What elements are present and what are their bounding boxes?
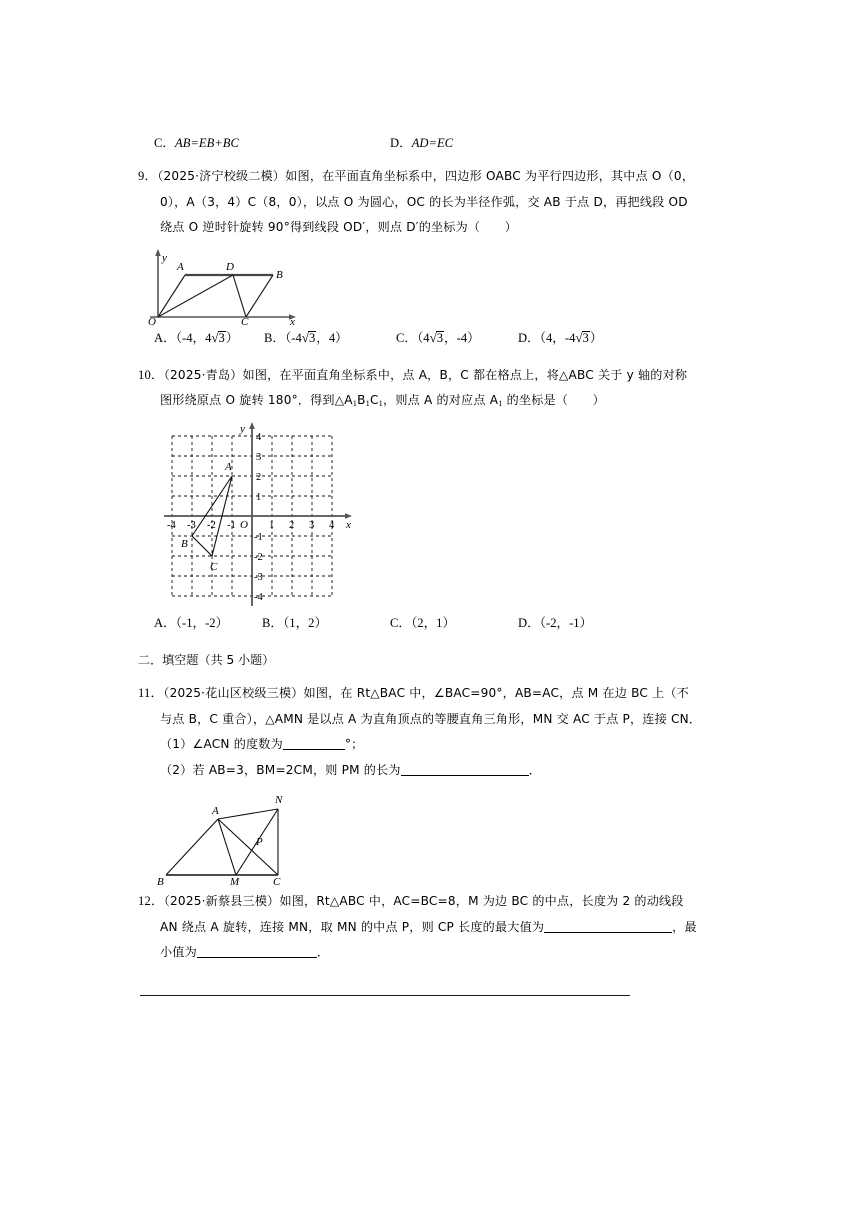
question-9-line-1: 9．（2025·济宁校级二模）如图，在平面直角坐标系中，四边形 OABC 为平行四边形，其中点 O（0， xyxy=(138,169,695,183)
label-y-axis: y xyxy=(162,251,167,264)
question-11-line-2 xyxy=(138,707,738,733)
question-9-text-3: 绕点 O 逆时针旋转 90°得到线段 OD′，则点 D′的坐标为（ ） xyxy=(160,220,518,234)
section-2-title xyxy=(138,648,738,673)
y-axis-arrow xyxy=(249,422,255,429)
question-11-sub-1-post: °； xyxy=(344,737,364,752)
option-c[interactable]: C．AB=EB+BC xyxy=(154,136,239,150)
answer-blank-12-1[interactable] xyxy=(544,932,672,933)
q9-option-c-key: C xyxy=(396,330,405,345)
segment-oa xyxy=(158,275,185,317)
q9-option-d-radicand: 3 xyxy=(582,330,589,345)
question-11-sub-2 xyxy=(138,758,738,784)
q9-option-a-radicand: 3 xyxy=(218,330,225,345)
page-content xyxy=(138,132,738,966)
x-tick--1: -1 xyxy=(227,520,236,532)
segment-bc xyxy=(246,275,273,317)
label-a: A xyxy=(177,260,184,273)
x-tick-2: 2 xyxy=(289,520,295,532)
previous-question-options xyxy=(138,132,738,158)
section-2-title-text: 二．填空题（共 5 小题） xyxy=(138,653,275,668)
y-tick--4: -4 xyxy=(254,592,263,604)
q10-option-a[interactable]: A．（-1，-2） xyxy=(154,616,229,631)
sub-1-d: 1 xyxy=(498,398,503,408)
y-tick--3: -3 xyxy=(254,572,263,584)
question-12-source: （2025·新蔡县三模） xyxy=(163,894,280,909)
q9-option-a[interactable]: A．（-4，4√3） xyxy=(154,329,239,345)
q10-option-c-text: （2，1） xyxy=(411,616,456,631)
question-11-number: 11 xyxy=(138,686,151,701)
q9-option-d-post: ） xyxy=(589,330,603,345)
q9-option-b-key: B xyxy=(264,330,273,345)
question-10-text-2c: C xyxy=(369,393,379,407)
question-10-text-2b: B xyxy=(357,393,366,407)
q10-option-b[interactable]: B．（1，2） xyxy=(262,616,328,631)
question-12-line-3 xyxy=(138,940,738,966)
q10-option-d-key: D xyxy=(518,616,528,631)
question-12-text-3-post: ． xyxy=(316,945,330,960)
option-d[interactable]: D．AD=EC xyxy=(390,136,454,150)
question-10-number: 10 xyxy=(138,367,151,382)
x-tick--3: -3 xyxy=(187,520,196,532)
q9-option-c-pre: （4 xyxy=(417,330,430,345)
question-11-source: （2025·花山区校级三模） xyxy=(163,686,304,701)
y-tick-3: 3 xyxy=(256,452,262,464)
label-m: M xyxy=(230,876,240,888)
question-10-text-2a: 图形绕原点 O 旋转 180°．得到△A xyxy=(160,393,353,407)
y-tick--1: -1 xyxy=(254,532,263,544)
label-d: D xyxy=(226,260,234,273)
question-10-figure xyxy=(138,420,738,610)
question-9-line-2 xyxy=(138,190,738,216)
q9-option-b-radicand: 3 xyxy=(308,330,316,345)
x-tick-4: 4 xyxy=(329,520,335,532)
label-c: C xyxy=(241,315,249,325)
question-9-text-1: 如图，在平面直角坐标系中，四边形 OABC 为平行四边形，其中点 O（0， xyxy=(285,169,695,183)
question-11-text-1: 如图，在 Rt△BAC 中，∠BAC=90°，AB=AC，点 M 在边 BC 上（不 xyxy=(303,686,689,701)
answer-blank-11-1[interactable] xyxy=(283,749,345,750)
question-10-line-2 xyxy=(138,388,738,416)
option-d-key: D xyxy=(390,136,400,150)
vertex-labels xyxy=(157,794,283,887)
label-origin: O xyxy=(240,519,248,532)
y-tick-4: 4 xyxy=(256,432,262,444)
question-12-line-1: 12．（2025·新蔡县三模）如图，Rt△ABC 中，AC=BC=8，M 为边 BC 的中点，长度为 2 的动线段 xyxy=(138,894,684,909)
question-10-options xyxy=(138,612,738,642)
label-n: N xyxy=(275,794,283,807)
question-9-line-3 xyxy=(138,215,738,241)
sub-1-c: 1 xyxy=(378,398,384,408)
label-c: C xyxy=(210,561,218,574)
label-x-axis: x xyxy=(346,519,351,532)
label-a: A xyxy=(225,461,232,474)
label-x-axis: x xyxy=(290,315,295,325)
label-y-axis: y xyxy=(240,423,245,436)
q10-option-d[interactable]: D．（-2，-1） xyxy=(518,616,593,631)
label-a: A xyxy=(212,805,219,818)
question-10-text-2d: ，则点 A 的对应点 A xyxy=(383,393,499,407)
question-9-number: 9 xyxy=(138,169,145,183)
segment-dc xyxy=(233,275,246,317)
sub-1-a: 1 xyxy=(352,398,358,408)
question-9-figure xyxy=(138,245,738,325)
q9-option-a-pre: （-4，4 xyxy=(175,330,212,345)
y-tick--2: -2 xyxy=(254,552,263,564)
sqrt-icon: √ xyxy=(575,329,583,345)
y-tick-1: 1 xyxy=(256,492,262,504)
y-axis-arrow xyxy=(155,249,161,256)
q10-option-c-key: C xyxy=(390,616,399,631)
sqrt-icon: √ xyxy=(301,329,309,345)
grid-triangle-abc-svg xyxy=(156,420,366,610)
option-d-text: AD=EC xyxy=(411,136,454,150)
question-11-figure xyxy=(138,787,738,887)
question-12-number: 12 xyxy=(138,894,151,909)
question-11-sub-2-post: ． xyxy=(528,762,541,777)
option-c-text: AB=EB+BC xyxy=(175,136,239,150)
segment-od xyxy=(158,275,233,317)
label-b: B xyxy=(181,538,188,551)
label-b: B xyxy=(276,268,283,281)
x-tick--2: -2 xyxy=(207,520,216,532)
segment-ba xyxy=(166,819,218,875)
q9-option-b[interactable]: B．（-4√3，4） xyxy=(264,329,348,345)
question-12-text-1: 如图，Rt△ABC 中，AC=BC=8，M 为边 BC 的中点，长度为 2 的动线段 xyxy=(279,894,684,909)
question-12-text-2-post: ，最 xyxy=(672,919,697,934)
q9-option-a-key: A xyxy=(154,330,164,345)
y-tick-labels xyxy=(254,432,263,603)
q9-option-b-pre: （-4 xyxy=(285,330,302,345)
question-10-text-2e: 的坐标是（ ） xyxy=(502,393,605,407)
answer-blank-12-2[interactable] xyxy=(197,957,317,958)
triangle-bac-mn-svg xyxy=(156,787,376,887)
q10-option-c[interactable]: C．（2，1） xyxy=(390,616,456,631)
label-c: C xyxy=(273,876,281,888)
q10-option-b-key: B xyxy=(262,616,271,631)
q9-option-d[interactable]: D．（4，-4√3） xyxy=(518,329,603,345)
q10-option-d-text: （-2，-1） xyxy=(539,616,593,631)
question-9-options xyxy=(138,327,738,355)
page-footer-rule xyxy=(140,995,630,996)
question-12-text-3-pre: 小值为 xyxy=(160,945,197,960)
q10-option-a-text: （-1，-2） xyxy=(175,616,229,631)
x-tick-3: 3 xyxy=(309,520,315,532)
option-c-key: C xyxy=(154,136,163,150)
q9-option-c-post: ，-4） xyxy=(444,330,480,345)
label-o: O xyxy=(148,315,156,325)
q9-option-a-post: ） xyxy=(225,330,239,345)
question-11-sub-1 xyxy=(138,732,738,758)
x-axis-arrow xyxy=(345,514,352,520)
q9-option-d-pre: （4，-4 xyxy=(539,330,576,345)
x-tick-labels xyxy=(167,520,335,531)
question-11-line-1: 11．（2025·花山区校级三模）如图，在 Rt△BAC 中，∠BAC=90°，AB=AC，点 M 在边 BC 上（不 xyxy=(138,686,689,701)
label-p: P xyxy=(256,836,263,849)
question-12-text-2-pre: AN 绕点 A 旋转，连接 MN，取 MN 的中点 P，则 CP 长度的最大值为 xyxy=(160,919,545,934)
q10-option-a-key: A xyxy=(154,616,164,631)
q9-option-b-post: ，4） xyxy=(316,330,348,345)
parallelogram-oabc-svg xyxy=(138,245,368,325)
segment-an xyxy=(218,809,278,819)
y-tick-2: 2 xyxy=(256,472,262,484)
q9-option-c[interactable]: C．（4√3，-4） xyxy=(396,329,480,345)
q10-option-b-text: （1，2） xyxy=(283,616,328,631)
q9-option-c-radicand: 3 xyxy=(436,330,444,345)
x-tick--4: -4 xyxy=(167,520,176,532)
question-10-text-1: 如图，在平面直角坐标系中，点 A，B，C 都在格点上，将△ABC 关于 y 轴的对称 xyxy=(242,367,688,382)
question-9-text-2: 0），A（3，4）C（8，0），以点 O 为圆心，OC 的长为半径作弧，交 AB 于点 D，再把线段 OD xyxy=(160,194,688,209)
question-11-text-2: 与点 B，C 重合），△AMN 是以点 A 为直角顶点的等腰直角三角形，MN 交 AC 于点 P，连接 CN． xyxy=(160,711,702,726)
question-9-source: （2025·济宁校级二模） xyxy=(157,169,286,183)
answer-blank-11-2[interactable] xyxy=(401,775,529,776)
x-tick-1: 1 xyxy=(269,520,275,532)
q9-option-d-key: D xyxy=(518,330,528,345)
sqrt-icon: √ xyxy=(429,329,437,345)
question-10-line-1: 10．（2025·青岛）如图，在平面直角坐标系中，点 A，B，C 都在格点上，将△ABC 关于 y 轴的对称 xyxy=(138,367,688,382)
sqrt-icon: √ xyxy=(211,329,219,345)
label-b: B xyxy=(157,876,164,888)
question-11-sub-1-pre: （1）∠ACN 的度数为 xyxy=(160,737,283,752)
question-12-line-2 xyxy=(138,915,738,941)
sub-1-b: 1 xyxy=(365,398,370,408)
question-10-source: （2025·青岛） xyxy=(163,367,243,382)
question-11-sub-2-pre: （2）若 AB=3，BM=2CM，则 PM 的长为 xyxy=(160,762,401,777)
